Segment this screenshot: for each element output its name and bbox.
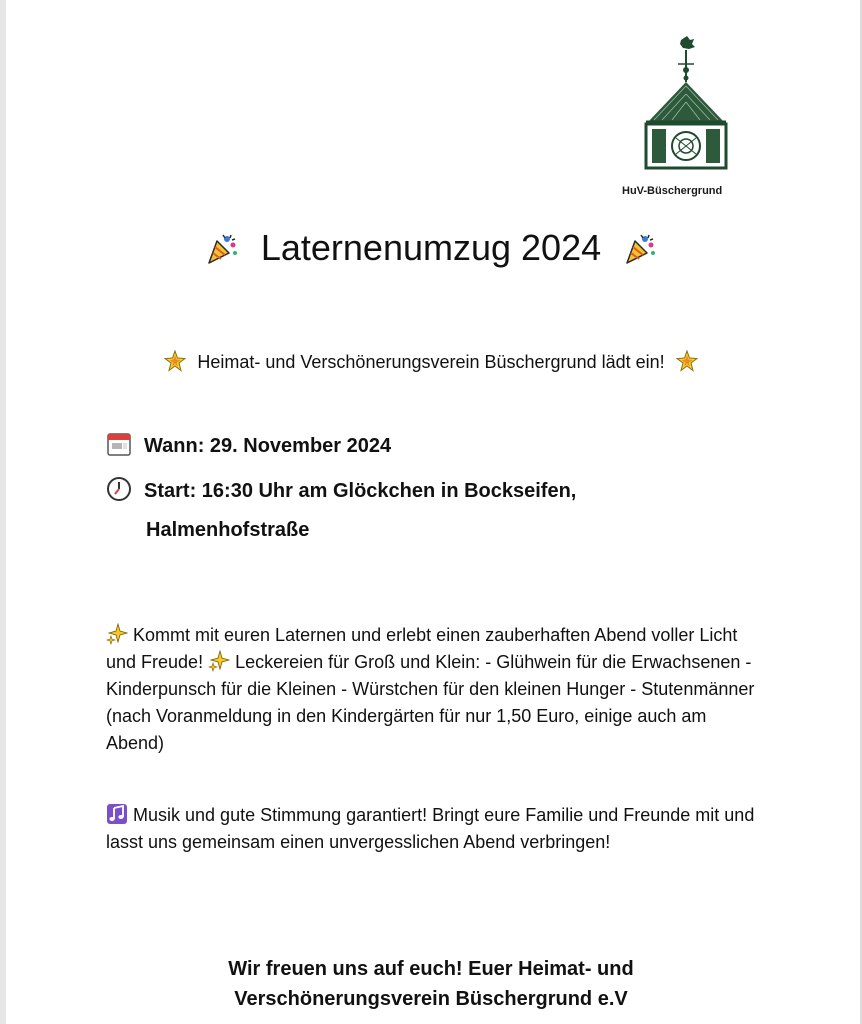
closing-line-1: Wir freuen uns auf euch! Euer Heimat- und — [228, 958, 634, 980]
description-paragraph — [106, 622, 756, 757]
glowing-star-icon — [676, 350, 698, 372]
club-tower-logo — [636, 34, 736, 174]
sparkles-icon — [208, 650, 230, 672]
event-street: Halmenhofstraße — [146, 519, 310, 541]
closing-line-2: Verschönerungsverein Büschergrund e.V — [234, 988, 628, 1010]
party-popper-icon — [623, 231, 657, 265]
invitation-line — [0, 350, 862, 374]
description-part1: Kommt mit euren Laternen und erlebt einen zauberhaften Abend voller Licht und Freude! — [106, 625, 738, 672]
event-date — [106, 431, 391, 460]
music-text: Musik und gute Stimmung garantiert! Bringt eure Familie und Freunde mit und lasst uns gemeinsam einen unvergesslichen Abend verbringen! — [106, 805, 755, 852]
page-left-edge — [0, 0, 6, 1024]
event-start — [106, 476, 576, 505]
calendar-icon — [106, 431, 132, 457]
page-title — [0, 224, 862, 270]
music-paragraph — [106, 802, 756, 856]
logo-caption: HuV-Büschergrund — [622, 185, 723, 197]
clock-icon — [106, 476, 132, 502]
musical-notes-icon — [106, 803, 128, 825]
glowing-star-icon — [164, 350, 186, 372]
event-date-text: Wann: 29. November 2024 — [144, 435, 392, 457]
invitation-text: Heimat- und Verschönerungsverein Büschergrund lädt ein! — [197, 352, 665, 372]
sparkles-icon — [106, 623, 128, 645]
description-part2: Leckereien für Groß und Klein: - Glühwein für die Erwachsenen - Kinderpunsch für die Kleinen - Würstchen für den kleinen Hunger - Stutenmänner (nach Voranmeldung in den Kindergärten für nur 1,50 Euro, einige auch am Abend) — [106, 652, 755, 753]
party-popper-icon — [205, 231, 239, 265]
title-text: Laternenumzug 2024 — [260, 227, 602, 269]
closing-message — [0, 954, 862, 1014]
event-start-text: Start: 16:30 Uhr am Glöckchen in Bockseifen, — [144, 480, 577, 502]
